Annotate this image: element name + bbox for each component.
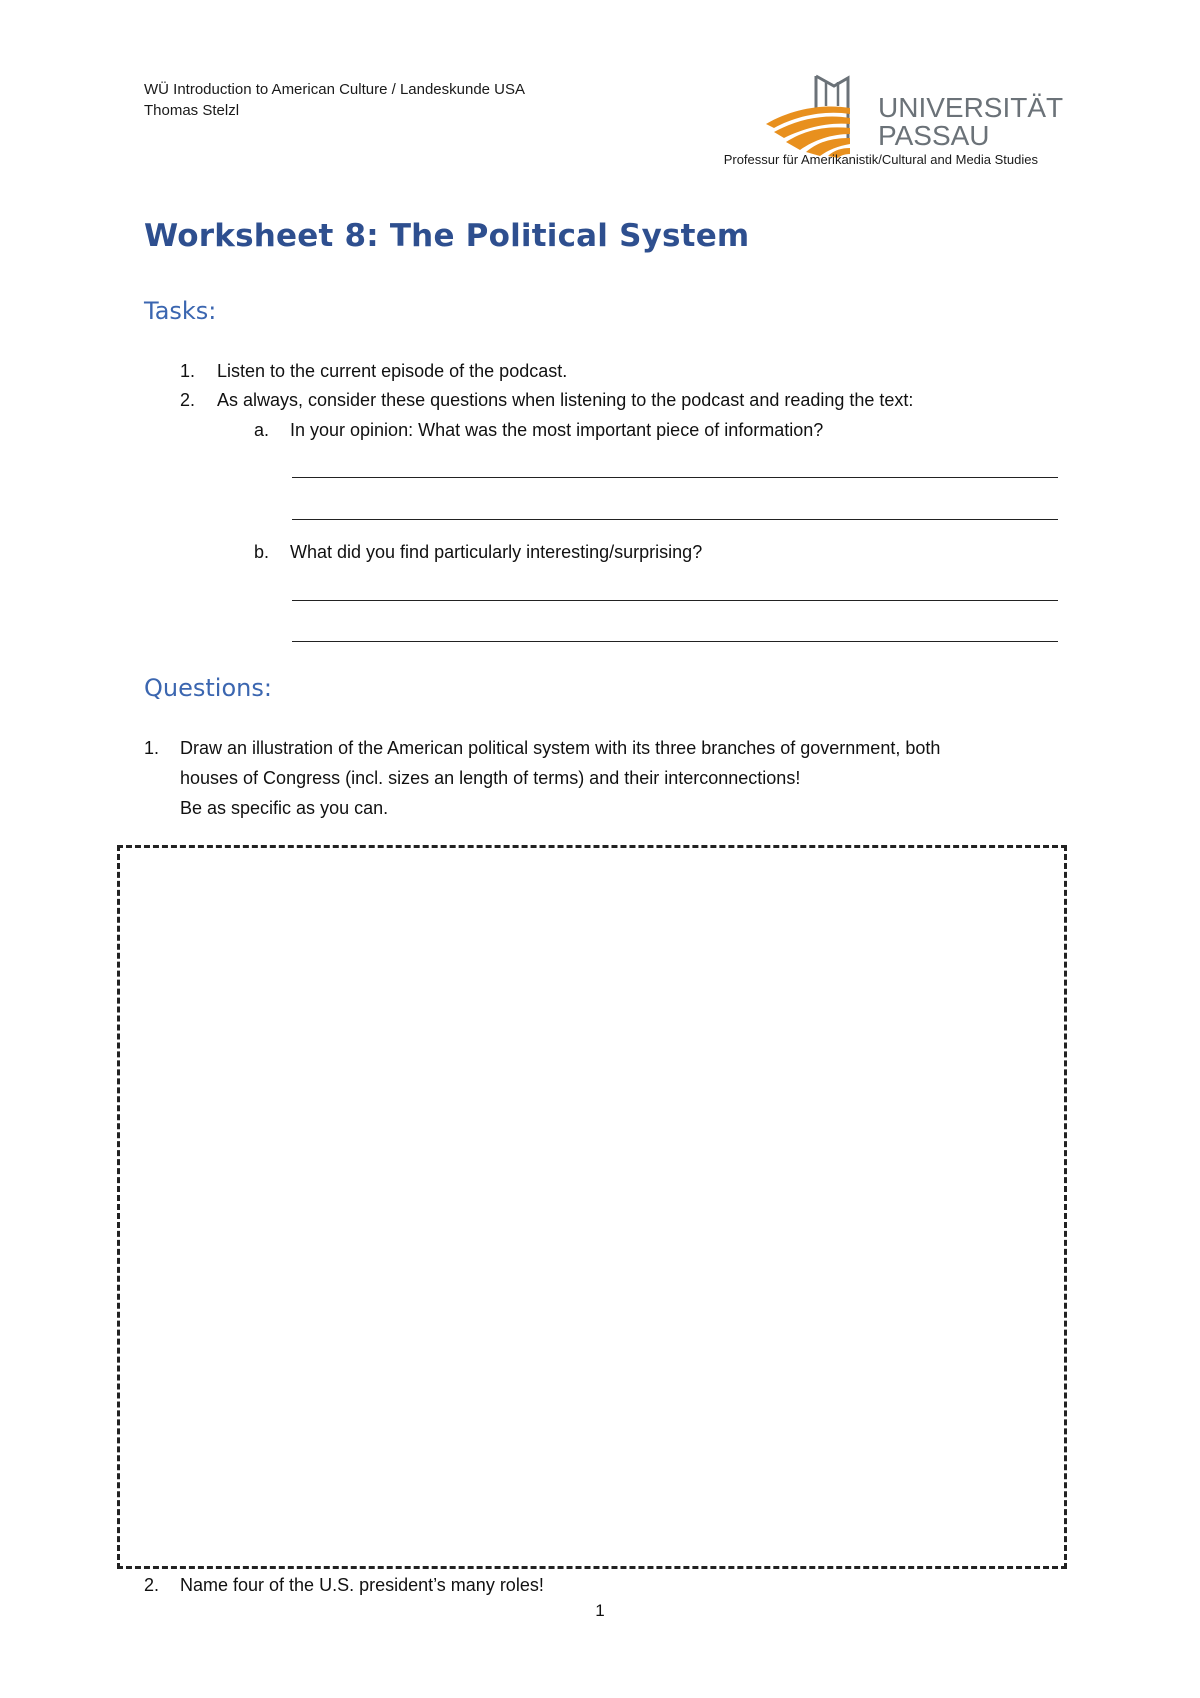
task-subitem-text: In your opinion: What was the most important piece of information? (290, 420, 824, 440)
logo-text-passau: PASSAU (878, 120, 990, 151)
answer-line-a1[interactable] (292, 477, 1058, 478)
tasks-heading: Tasks: (144, 297, 217, 325)
answer-line-b1[interactable] (292, 600, 1058, 601)
task-subitem-text: What did you find particularly interesting/surprising? (290, 542, 703, 562)
illustration-drawing-area[interactable] (117, 845, 1067, 1569)
logo-text-universitaet: UNIVERSITÄT (878, 92, 1064, 123)
answer-line-a2[interactable] (292, 519, 1058, 520)
question-number: 2. (144, 1575, 160, 1595)
department-name: Professur für Amerikanistik/Cultural and Media Studies (723, 152, 1038, 167)
task-item-text: As always, consider these questions when listening to the podcast and reading the text: (217, 390, 914, 410)
task-subitem-letter: b. (254, 542, 270, 562)
answer-line-b2[interactable] (292, 641, 1058, 642)
course-title: WÜ Introduction to American Culture / Landeskunde USA (144, 81, 526, 98)
questions-heading: Questions: (144, 674, 272, 702)
question-text-line: Be as specific as you can. (180, 798, 389, 818)
task-subitem-letter: a. (254, 420, 270, 440)
page-number: 1 (595, 1601, 605, 1620)
task-item-number: 1. (180, 361, 196, 381)
question-text-line: houses of Congress (incl. sizes an length of terms) and their interconnections! (180, 768, 801, 788)
university-logo (764, 72, 1064, 158)
task-item-text: Listen to the current episode of the podcast. (217, 361, 568, 381)
page-title: Worksheet 8: The Political System (144, 218, 750, 254)
author-name: Thomas Stelzl (144, 102, 240, 119)
question-number: 1. (144, 738, 160, 758)
question-text: Name four of the U.S. president’s many roles! (180, 1575, 544, 1595)
task-item-number: 2. (180, 390, 196, 410)
university-logo-icon (764, 72, 876, 158)
question-text-line: Draw an illustration of the American political system with its three branches of government, both (180, 738, 941, 758)
